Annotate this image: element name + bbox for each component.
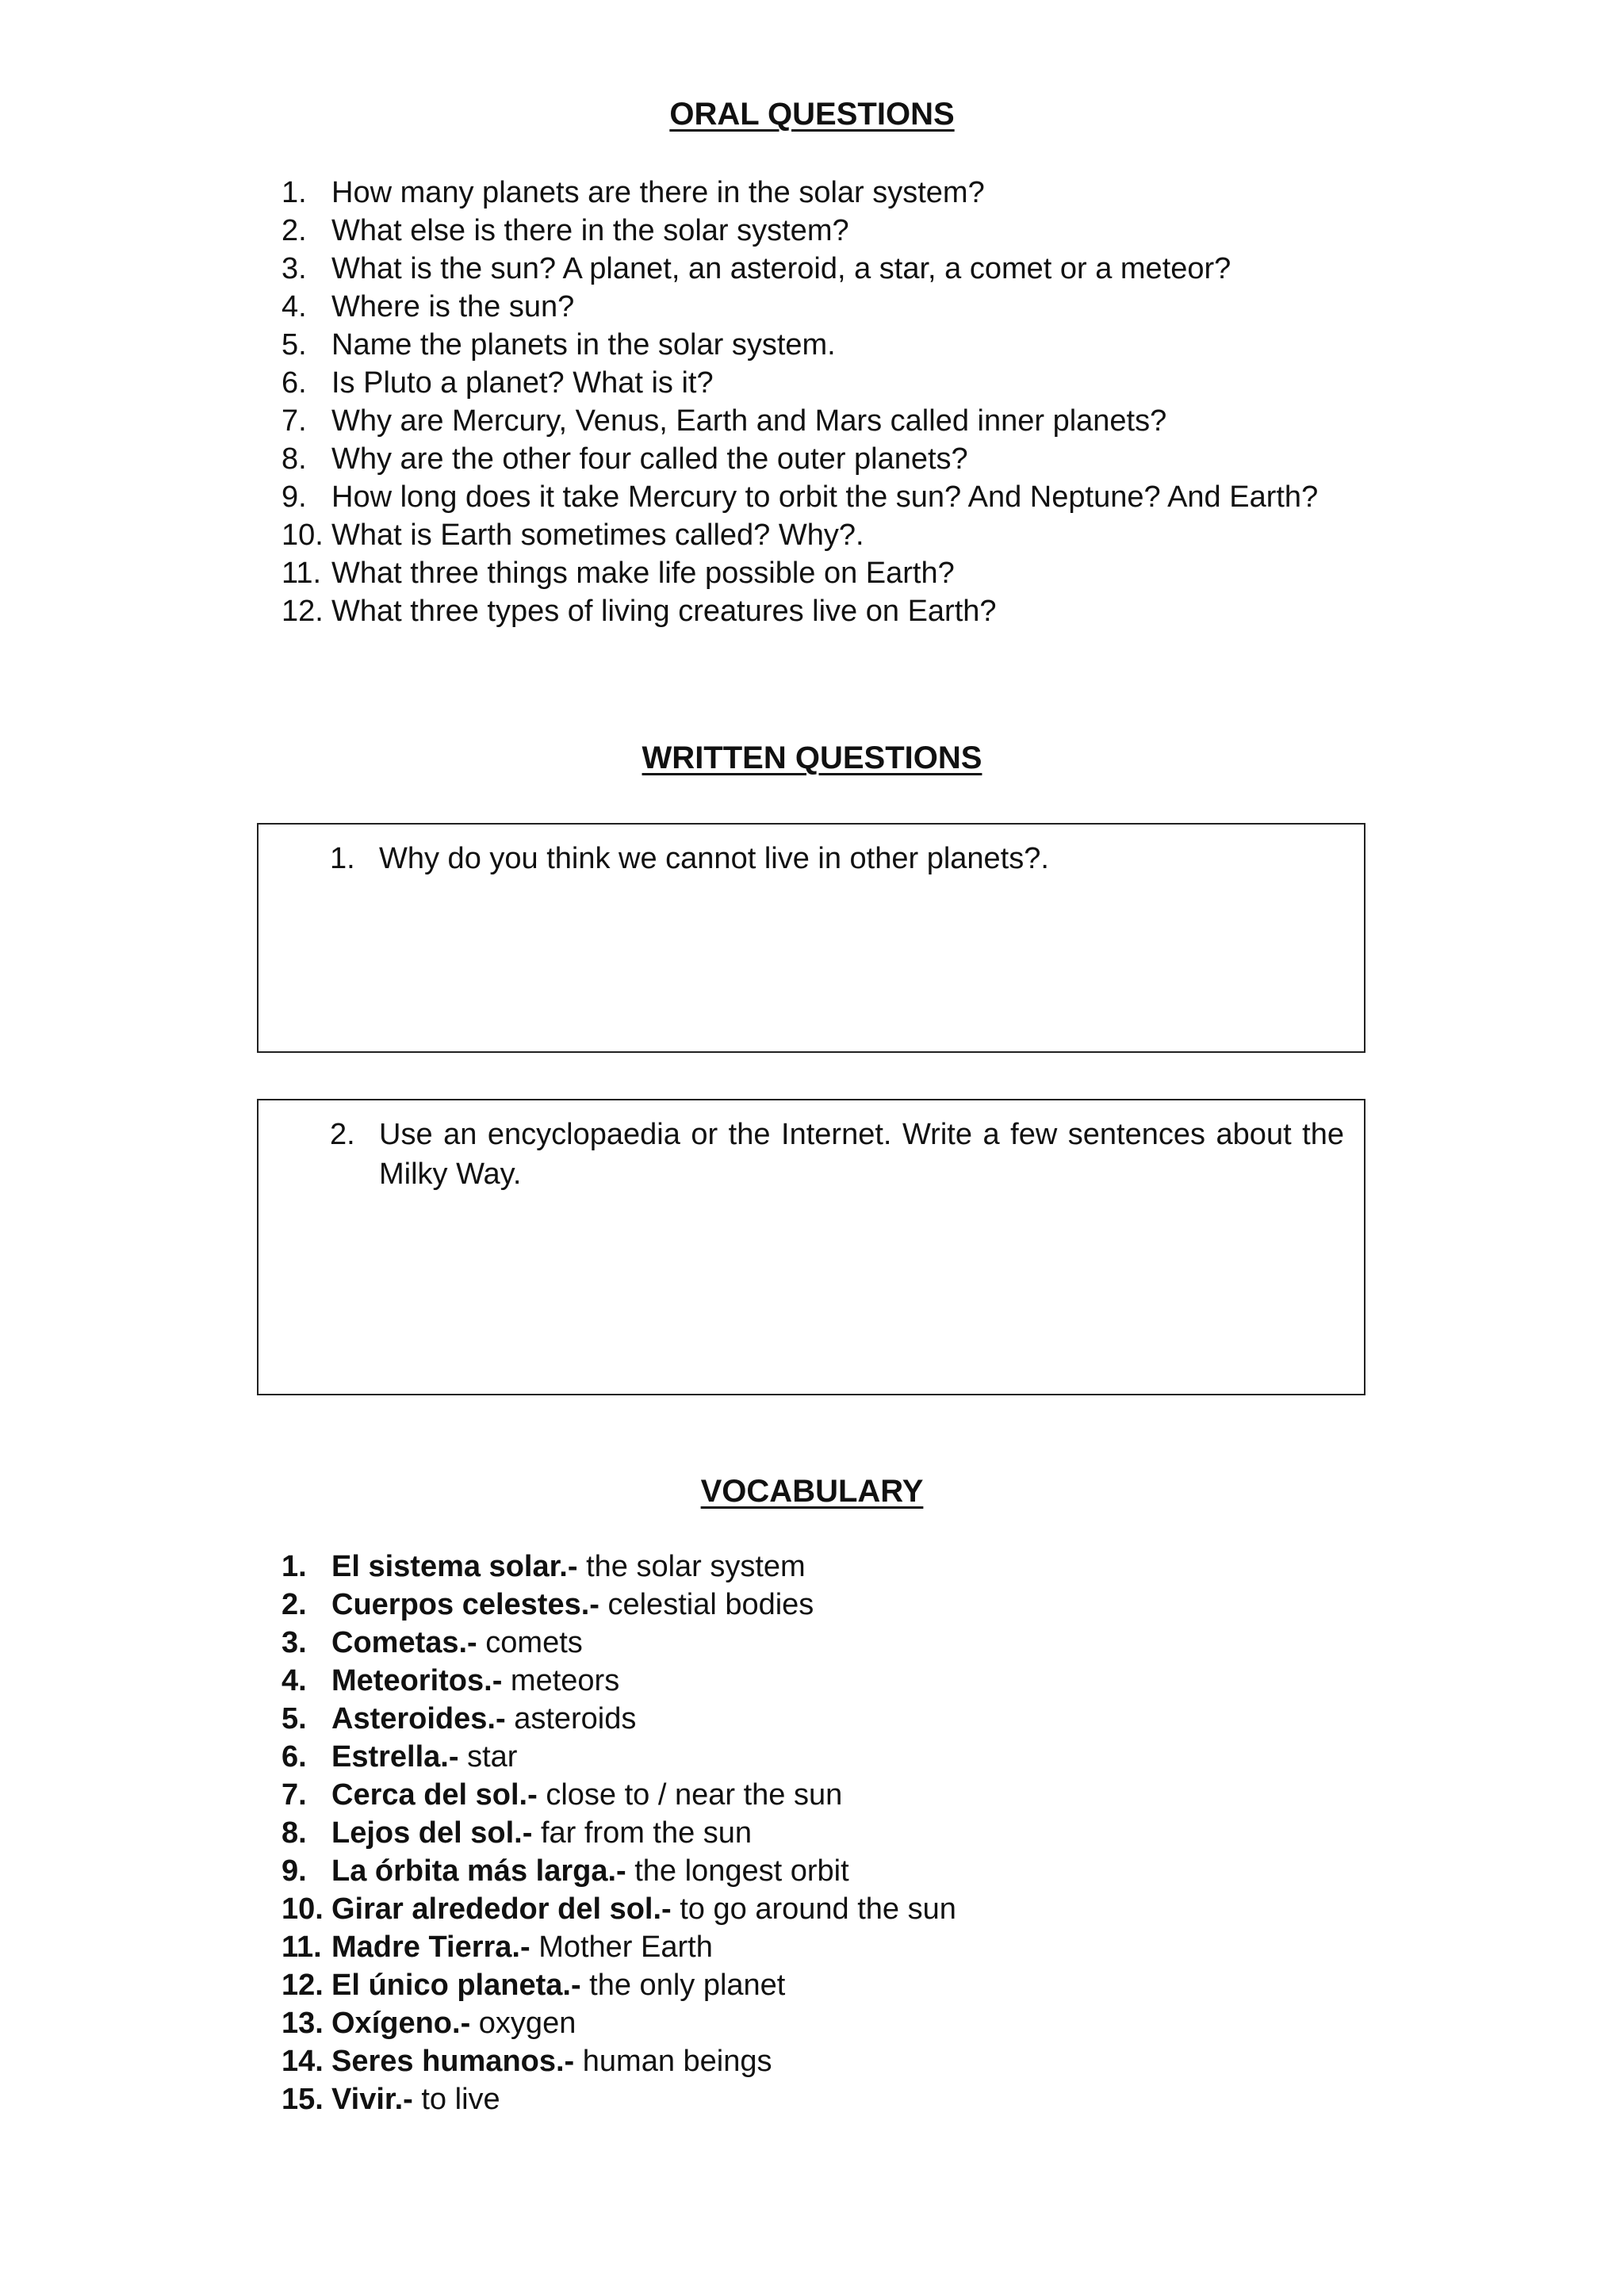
- vocabulary-item: [282, 2042, 1396, 2080]
- english-meaning: meteors: [510, 1664, 620, 1697]
- item-number: 1.: [282, 1550, 307, 1583]
- english-meaning: comets: [485, 1626, 583, 1659]
- english-meaning: Mother Earth: [538, 1931, 713, 1964]
- question-text: What is the sun? A planet, an asteroid, a star, a comet or a meteor?: [331, 252, 1231, 285]
- question-text: What three things make life possible on Earth?: [331, 557, 955, 590]
- oral-question: [282, 288, 1396, 326]
- spanish-term: La órbita más larga.-: [331, 1854, 626, 1888]
- question-number: 7.: [282, 404, 307, 438]
- item-number: 2.: [282, 1588, 307, 1621]
- written-question: [330, 839, 1344, 878]
- oral-question: [282, 250, 1396, 288]
- vocabulary-heading: [0, 1472, 1624, 1510]
- english-meaning: celestial bodies: [607, 1588, 814, 1621]
- english-meaning: to go around the sun: [680, 1892, 956, 1926]
- english-meaning: oxygen: [478, 2007, 576, 2040]
- question-text: Why are Mercury, Venus, Earth and Mars called inner planets?: [331, 404, 1167, 438]
- question-text: Where is the sun?: [331, 290, 575, 323]
- oral-question: [282, 364, 1396, 402]
- answer-box-2: [257, 1099, 1365, 1395]
- item-number: 14.: [282, 2045, 324, 2078]
- english-meaning: the longest orbit: [634, 1854, 849, 1888]
- question-number: 10.: [282, 519, 324, 552]
- item-number: 7.: [282, 1778, 307, 1812]
- english-meaning: human beings: [582, 2045, 772, 2078]
- vocabulary-item: [282, 1928, 1396, 1966]
- oral-questions-title: ORAL QUESTIONS: [669, 97, 955, 132]
- vocabulary-title: VOCABULARY: [700, 1474, 924, 1509]
- spanish-term: Madre Tierra.-: [331, 1931, 530, 1964]
- spanish-term: Asteroides.-: [331, 1702, 506, 1735]
- oral-question: [282, 478, 1396, 516]
- item-number: 8.: [282, 1816, 307, 1850]
- question-text: Use an encyclopaedia or the Internet. Write a few sentences about the Milky Way.: [379, 1118, 1344, 1191]
- oral-question: [282, 516, 1396, 554]
- question-number: 12.: [282, 595, 324, 628]
- vocabulary-item: [282, 2004, 1396, 2042]
- question-text: What three types of living creatures live on Earth?: [331, 595, 997, 628]
- oral-question: [282, 326, 1396, 364]
- english-meaning: the solar system: [586, 1550, 806, 1583]
- english-meaning: the only planet: [589, 1969, 786, 2002]
- question-text: Is Pluto a planet? What is it?: [331, 366, 714, 400]
- spanish-term: Oxígeno.-: [331, 2007, 471, 2040]
- vocabulary-item: [282, 1548, 1396, 1586]
- vocabulary-item: [282, 1624, 1396, 1662]
- item-number: 13.: [282, 2007, 324, 2040]
- question-text: Name the planets in the solar system.: [331, 328, 836, 362]
- oral-questions-heading: [0, 95, 1624, 133]
- vocabulary-item: [282, 1852, 1396, 1890]
- question-text: What is Earth sometimes called? Why?.: [331, 519, 864, 552]
- item-number: 12.: [282, 1969, 324, 2002]
- spanish-term: El único planeta.-: [331, 1969, 581, 2002]
- vocabulary-item: [282, 1776, 1396, 1814]
- oral-question: [282, 212, 1396, 250]
- vocabulary-item: [282, 2080, 1396, 2118]
- english-meaning: star: [467, 1740, 518, 1774]
- vocabulary-item: [282, 1662, 1396, 1700]
- question-number: 3.: [282, 252, 307, 285]
- question-text: Why are the other four called the outer planets?: [331, 442, 968, 476]
- vocabulary-item: [282, 1814, 1396, 1852]
- item-number: 10.: [282, 1892, 324, 1926]
- question-number: 4.: [282, 290, 307, 323]
- item-number: 5.: [282, 1702, 307, 1735]
- vocabulary-item: [282, 1586, 1396, 1624]
- oral-question: [282, 440, 1396, 478]
- answer-box-1: [257, 823, 1365, 1053]
- oral-question: [282, 174, 1396, 212]
- spanish-term: Meteoritos.-: [331, 1664, 503, 1697]
- english-meaning: close to / near the sun: [546, 1778, 843, 1812]
- item-number: 6.: [282, 1740, 307, 1774]
- question-number: 11.: [282, 557, 322, 590]
- item-number: 3.: [282, 1626, 307, 1659]
- vocabulary-item: [282, 1966, 1396, 2004]
- spanish-term: Seres humanos.-: [331, 2045, 575, 2078]
- question-number: 2.: [282, 214, 307, 247]
- english-meaning: to live: [421, 2083, 500, 2116]
- english-meaning: far from the sun: [540, 1816, 753, 1850]
- question-text: How long does it take Mercury to orbit the sun? And Neptune? And Earth?: [331, 480, 1319, 514]
- spanish-term: Cometas.-: [331, 1626, 477, 1659]
- item-number: 15.: [282, 2083, 324, 2116]
- item-number: 9.: [282, 1854, 307, 1888]
- oral-questions-list: [282, 174, 1396, 630]
- vocabulary-item: [282, 1738, 1396, 1776]
- question-number: 1.: [330, 842, 355, 875]
- written-questions-title: WRITTEN QUESTIONS: [642, 740, 982, 775]
- oral-question: [282, 402, 1396, 440]
- question-text: How many planets are there in the solar system?: [331, 176, 985, 209]
- vocabulary-list: [282, 1548, 1396, 2118]
- item-number: 4.: [282, 1664, 307, 1697]
- vocabulary-item: [282, 1700, 1396, 1738]
- vocabulary-item: [282, 1890, 1396, 1928]
- question-number: 6.: [282, 366, 307, 400]
- oral-question: [282, 554, 1396, 592]
- spanish-term: Girar alrededor del sol.-: [331, 1892, 672, 1926]
- spanish-term: Estrella.-: [331, 1740, 459, 1774]
- spanish-term: Vivir.-: [331, 2083, 413, 2116]
- question-number: 2.: [330, 1118, 355, 1151]
- oral-question: [282, 592, 1396, 630]
- question-number: 9.: [282, 480, 307, 514]
- written-question: [330, 1115, 1344, 1194]
- question-text: Why do you think we cannot live in other planets?.: [379, 842, 1049, 875]
- spanish-term: Cuerpos celestes.-: [331, 1588, 599, 1621]
- spanish-term: El sistema solar.-: [331, 1550, 578, 1583]
- item-number: 11.: [282, 1931, 322, 1964]
- written-questions-heading: [0, 739, 1624, 777]
- question-number: 5.: [282, 328, 307, 362]
- english-meaning: asteroids: [514, 1702, 637, 1735]
- question-number: 8.: [282, 442, 307, 476]
- spanish-term: Lejos del sol.-: [331, 1816, 533, 1850]
- question-text: What else is there in the solar system?: [331, 214, 849, 247]
- spanish-term: Cerca del sol.-: [331, 1778, 538, 1812]
- question-number: 1.: [282, 176, 307, 209]
